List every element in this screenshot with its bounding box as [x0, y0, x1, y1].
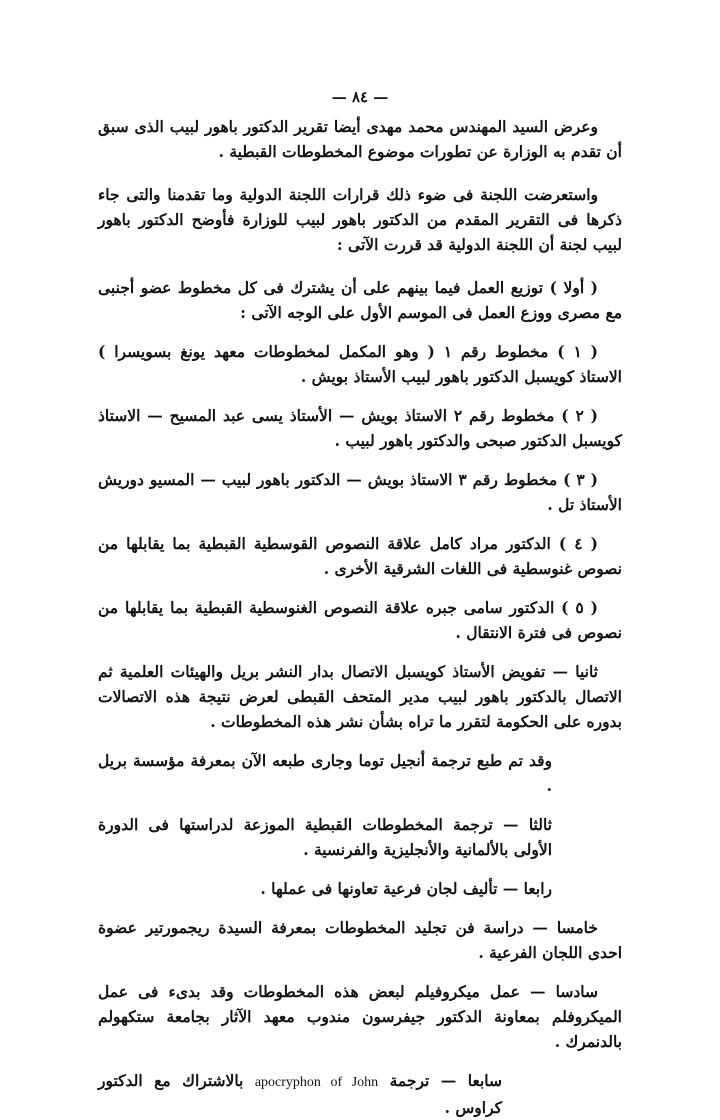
paragraph-manuscript-2: ( ٢ ) مخطوط رقم ٢ الاستاذ بويش — الأستاذ يسى عبد المسيح — الاستاذ كويسبل الدكتور صبحى والدكتور باهور لبيب .	[98, 406, 622, 450]
paragraph-fifth-decision: خامسا — دراسة فن تجليد المخطوطات بمعرفة السيدة ريجمورتير عضوة احدى اللجان الفرعية .	[98, 918, 622, 962]
paragraph-item-5: ( ٥ ) الدكتور سامى جبره علاقة النصوص الغنوسطية القبطية بما يقابلها من نصوص فى فترة الانتقال .	[98, 598, 622, 642]
seventh-decision-end: بالاشتراك مع الدكتور كراوس .	[98, 1071, 502, 1117]
paragraph-manuscript-1: ( ١ ) مخطوط رقم ١ ( وهو المكمل لمخطوطات معهد يونغ بسويسرا ) الاستاذ كويسبل الدكتور باهور لبيب الأستاذ بويش .	[98, 342, 622, 386]
paragraph-fourth-decision: رابعا — تأليف لجان فرعية تعاونها فى عملها .	[260, 879, 552, 898]
seventh-decision-start: سابعا — ترجمة	[389, 1071, 502, 1090]
paragraph-report-presentation: وعرض السيد المهندس محمد مهدى أيضا تقرير الدكتور باهور لبيب الذى سبق أن تقدم به الوزارة عن تطورات موضوع المخطوطات القبطية .	[98, 117, 622, 161]
paragraph-committee-review: واستعرضت اللجنة فى ضوء ذلك قرارات اللجنة الدولية وما تقدمنا والتى جاء ذكرها فى التقرير المقدم من الدكتور باهور لبيب للوزارة فأوضح الدكتور باهور لبيب لجنة أن اللجنة الدولية قد قررت الآتى :	[98, 185, 622, 254]
paragraph-sixth-decision: سادسا — عمل ميكروفيلم لبعض هذه المخطوطات وقد بدىء فى عمل الميكروفلم بمعاونة الدكتور جيفرسون مندوب معهد الآثار بجامعة ستكهولم بالدنمرك .	[98, 982, 622, 1051]
page-number: — ٨٤ —	[331, 88, 389, 106]
apocryphon-title: apocryphon of John	[254, 1075, 379, 1090]
paragraph-manuscript-3: ( ٣ ) مخطوط رقم ٣ الاستاذ بويش — الدكتور باهور لبيب — المسيو دوريش الأستاذ تل .	[98, 470, 622, 514]
paragraph-second-decision: ثانيا — تفويض الأستاذ كويسبل الاتصال بدار النشر بريل والهيئات العلمية ثم الاتصال بالدكتور باهور لبيب مدير المتحف القبطى لعرض نتيجة هذه الاتصالات بدوره على الحكومة لتقرر ما تراه بشأن نشر هذه المخطوطات .	[98, 662, 622, 731]
paragraph-third-decision: ثالثا — ترجمة المخطوطات القبطية الموزعة لدراستها فى الدورة الأولى بالألمانية والأنجليزية والفرنسية .	[98, 815, 552, 859]
paragraph-item-4: ( ٤ ) الدكتور مراد كامل علاقة النصوص القوسطية القبطية بما يقابلها من نصوص غنوسطية فى اللغات الشرقية الأخرى .	[98, 534, 622, 578]
paragraph-thomas-gospel: وقد تم طبع ترجمة أنجيل توما وجارى طبعه الآن بمعرفة مؤسسة بريل .	[98, 751, 552, 795]
paragraph-seventh-decision	[98, 1068, 622, 1120]
paragraph-first-decision: ( أولا ) توزيع العمل فيما بينهم على أن يشترك فى كل مخطوط عضو أجنبى مع مصرى ووزع العمل فى الموسم الأول على الوجه الآتى :	[98, 278, 622, 322]
